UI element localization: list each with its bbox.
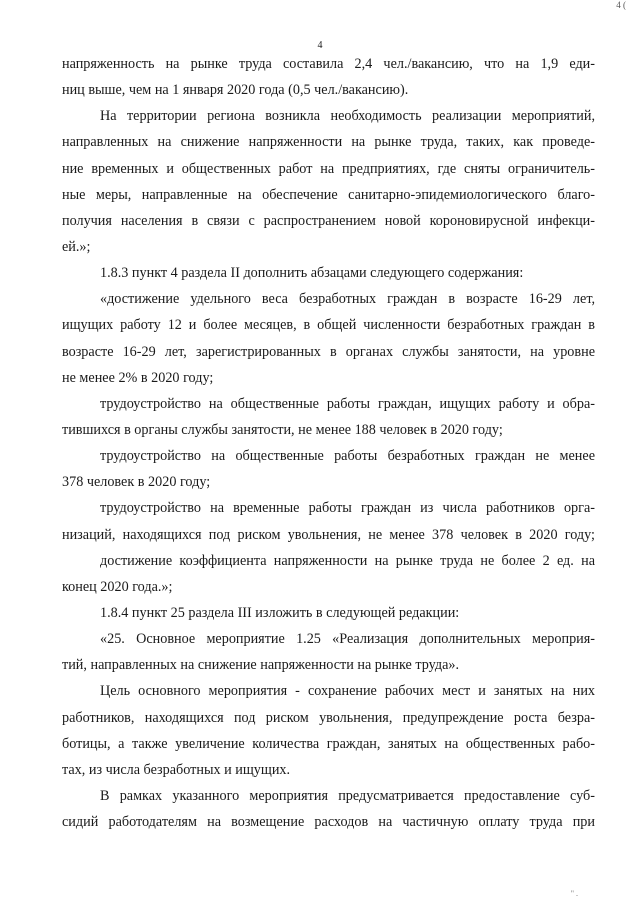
text-line: трудоустройство на временные работы граждан из числа работников орга- — [100, 500, 595, 517]
text-line: трудоустройство на общественные работы безработных граждан не менее — [100, 448, 595, 465]
text-line: достижение коэффициента напряженности на рынке труда не более 2 ед. на — [100, 552, 595, 569]
text-line: напряженность на рынке труда составила 2,4 чел./вакансию, что на 1,9 еди- — [62, 56, 595, 72]
text-line: 1.8.4 пункт 25 раздела III изложить в следующей редакции: — [100, 604, 460, 621]
text-line: тах, из числа безработных и ищущих. — [62, 761, 291, 778]
text-line: сидий работодателям на возмещение расходов на частичную оплату труда при — [62, 814, 595, 831]
text-line: ниц выше, чем на 1 января 2020 года (0,5 чел./вакансию). — [62, 82, 409, 99]
text-line: возрасте 16-29 лет, зарегистрированных в органах службы занятости, на уровне — [62, 343, 595, 360]
text-line: «достижение удельного веса безработных граждан в возрасте 16-29 лет, — [100, 291, 595, 308]
text-line: 1.8.3 пункт 4 раздела II дополнить абзацами следующего содержания: — [100, 265, 524, 282]
text-line: трудоустройство на общественные работы граждан, ищущих работу и обра- — [100, 395, 595, 412]
text-line: В рамках указанного мероприятия предусматривается предоставление суб- — [100, 787, 595, 804]
text-line: Цель основного мероприятия - сохранение рабочих мест и занятых на них — [100, 683, 595, 700]
text-line: тившихся в органы службы занятости, не менее 188 человек в 2020 году; — [62, 421, 503, 438]
text-line: ные меры, направленные на обеспечение санитарно-эпидемиологического благо- — [62, 186, 595, 203]
page-number: 4 — [317, 40, 323, 51]
corner-mark-top: 4 ( — [616, 0, 626, 10]
text-line: ищущих работу 12 и более месяцев, в общей численности безработных граждан в — [62, 317, 595, 334]
text-line: «25. Основное мероприятие 1.25 «Реализация дополнительных мероприя- — [100, 631, 595, 648]
text-line: не менее 2% в 2020 году; — [62, 369, 214, 386]
text-line: тий, направленных на снижение напряженности на рынке труда». — [62, 657, 460, 674]
corner-mark-bottom: " . — [570, 889, 578, 898]
text-line: ботицы, а также увеличение количества граждан, занятых на общественных рабо- — [62, 735, 595, 752]
document-body — [62, 51, 595, 835]
text-line: работников, находящихся под риском увольнения, предупреждение роста безра- — [62, 709, 595, 726]
text-line: направленных на снижение напряженности на рынке труда, таких, как проведе- — [62, 134, 595, 151]
text-line: низаций, находящихся под риском увольнения, не менее 378 человек в 2020 году; — [62, 526, 595, 543]
text-line: 378 человек в 2020 году; — [62, 474, 211, 491]
text-line: На территории региона возникла необходимость реализации мероприятий, — [100, 108, 595, 125]
text-line: конец 2020 года.»; — [62, 578, 173, 595]
text-line: ние временных и общественных работ на предприятиях, где сняты ограничитель- — [62, 160, 595, 177]
text-line: получия населения в связи с распространением новой короновирусной инфекци- — [62, 212, 595, 229]
text-line: ей.»; — [62, 238, 91, 255]
